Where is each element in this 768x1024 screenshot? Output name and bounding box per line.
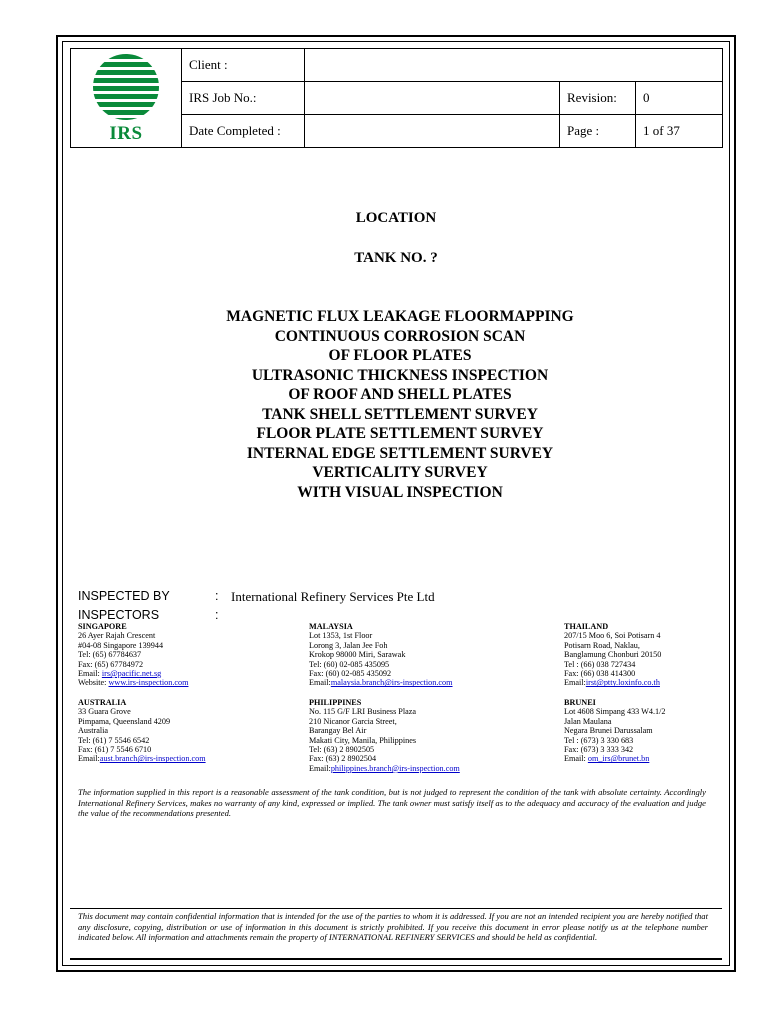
office-name: BRUNEI (564, 698, 596, 707)
inspected-by-value: International Refinery Services Pte Ltd (231, 589, 435, 604)
date-completed-label: Date Completed : (182, 115, 305, 148)
email-link[interactable]: aust.branch@irs-inspection.com (99, 754, 206, 764)
office-singapore (78, 622, 298, 688)
website-link[interactable]: www.irs-inspection.com (108, 678, 189, 688)
office-line: Pimpama, Queensland 4209 (78, 716, 171, 726)
office-line: Tel: (61) 7 5546 6542 (78, 735, 150, 745)
office-line: Tel: (63) 2 8902505 (309, 745, 375, 755)
inspectors-label: INSPECTORS (78, 608, 160, 622)
tank-heading: TANK NO. ? (354, 250, 438, 266)
email-link[interactable]: irst@ptty.loxinfo.co.th (585, 678, 660, 688)
email-label: Email: (78, 669, 102, 679)
inspected-by-colon: : (215, 589, 219, 603)
title-line: MAGNETIC FLUX LEAKAGE FLOORMAPPING (226, 308, 574, 325)
title-line: CONTINUOUS CORROSION SCAN (274, 327, 526, 345)
office-line: Fax: (66) 038 414300 (564, 669, 636, 679)
office-line: Fax: (61) 7 5546 6710 (78, 745, 152, 755)
office-australia (78, 698, 298, 764)
revision-label: Revision: (560, 82, 636, 115)
office-line: Lot 1353, 1st Floor (309, 631, 373, 641)
email-label: Email: (564, 678, 586, 688)
email-link[interactable]: irs@pacific.net.sg (101, 669, 162, 679)
title-line: INTERNAL EDGE SETTLEMENT SURVEY (246, 444, 554, 462)
office-line: Negara Brunei Darussalam (564, 726, 653, 736)
revision-value: 0 (636, 82, 723, 115)
email-label: Email: (309, 763, 331, 773)
office-line: Tel : (66) 038 727434 (564, 659, 636, 669)
logo-cell (71, 49, 182, 148)
irs-logo (71, 52, 181, 145)
email-label: Email: (564, 754, 588, 764)
office-line: Lot 4608 Simpang 433 W4.1/2 (564, 707, 666, 717)
confidentiality-notice: This document may contain confidential information that is intended for the use of the parties to whom it is addressed. If you are not an intended recipient you are hereby notified that any disclosure, copying, distribution or use of information in this document is strictly prohibited. If you receive this document in error please notify us at the telephone number indicated below. All information and attachments remain the property of INTERNATIONAL REFINERY SERVICES and should be held as confidential. (78, 911, 708, 943)
office-line: 33 Guara Grove (78, 707, 131, 717)
office-line: Fax: (65) 67784972 (78, 659, 144, 669)
report-titles (62, 307, 738, 502)
job-number-value (305, 82, 560, 115)
office-line: 207/15 Moo 6, Soi Potisarn 4 (564, 631, 661, 641)
website-label: Website: (78, 678, 109, 688)
inspected-by-label: INSPECTED BY (78, 589, 170, 603)
title-line: WITH VISUAL INSPECTION (297, 483, 503, 501)
title-line: OF FLOOR PLATES (328, 347, 472, 364)
email-label: Email: (309, 678, 331, 688)
office-line: Jalan Maulana (564, 716, 612, 726)
office-line: Banglamung Chonburi 20150 (564, 650, 662, 660)
office-line: Krokop 98000 Miri, Sarawak (309, 650, 406, 660)
page-border-inner (62, 41, 730, 966)
title-line: TANK SHELL SETTLEMENT SURVEY (262, 405, 538, 423)
inspectors-colon: : (215, 608, 219, 622)
office-line: Fax: (60) 02-085 435092 (309, 669, 392, 679)
email-label: Email: (78, 754, 100, 764)
client-value (305, 49, 723, 82)
office-malaysia (309, 622, 529, 688)
office-philippines (309, 698, 529, 773)
office-thailand (564, 622, 768, 688)
email-link[interactable]: malaysia.branch@irs-inspection.com (330, 678, 453, 688)
office-brunei (564, 698, 768, 764)
office-name: THAILAND (564, 622, 609, 631)
title-line: ULTRASONIC THICKNESS INSPECTION (251, 366, 549, 384)
email-link[interactable]: om_irs@brunet.bn (587, 754, 650, 764)
office-line: 210 Nicanor Garcia Street, (309, 716, 397, 726)
office-line: Australia (78, 726, 109, 736)
office-name: SINGAPORE (78, 622, 127, 631)
client-label: Client : (182, 49, 305, 82)
date-completed-value (305, 115, 560, 148)
disclaimer-text: The information supplied in this report is a reasonable assessment of the tank condition, but is not judged to represent the condition of the tank with absolute certainty. Accordingly International Refinery Services, makes no warranty of any kind, expressed or implied. The tank owner must satisfy itself as to the adequacy and accuracy of the evaluation and judge the value of the recommendations presented. (78, 787, 706, 819)
office-line: Potisarn Road, Naklau, (564, 640, 640, 650)
office-line: Fax: (63) 2 8902504 (309, 754, 377, 764)
page-label: Page : (560, 115, 636, 148)
logo-text: IRS (109, 122, 143, 144)
page-value: 1 of 37 (636, 115, 723, 148)
office-line: Tel: (60) 02-085 435095 (309, 659, 390, 669)
office-name: AUSTRALIA (78, 698, 127, 707)
header-table (70, 48, 723, 148)
title-line: FLOOR PLATE SETTLEMENT SURVEY (256, 425, 544, 442)
email-link[interactable]: philippines.branch@irs-inspection.com (330, 763, 460, 773)
office-line: Tel : (673) 3 330 683 (564, 735, 634, 745)
office-line: Fax: (673) 3 333 342 (564, 745, 634, 755)
job-number-label: IRS Job No.: (182, 82, 305, 115)
office-line: Tel: (65) 67784637 (78, 650, 142, 660)
location-heading: LOCATION (355, 210, 437, 226)
office-line: Barangay Bel Air (309, 726, 367, 736)
office-line: Makati City, Manila, Philippines (309, 735, 417, 745)
office-name: PHILIPPINES (309, 698, 362, 707)
globe-icon (93, 52, 159, 122)
title-line: VERTICALITY SURVEY (312, 464, 488, 481)
office-name: MALAYSIA (309, 622, 353, 631)
title-line: OF ROOF AND SHELL PLATES (288, 386, 512, 403)
office-line: 26 Ayer Rajah Crescent (78, 631, 156, 641)
office-line: Lorong 3, Jalan Jee Foh (309, 640, 388, 650)
office-line: #04-08 Singapore 139944 (78, 640, 164, 650)
office-line: No. 115 G/F LRI Business Plaza (309, 707, 417, 717)
